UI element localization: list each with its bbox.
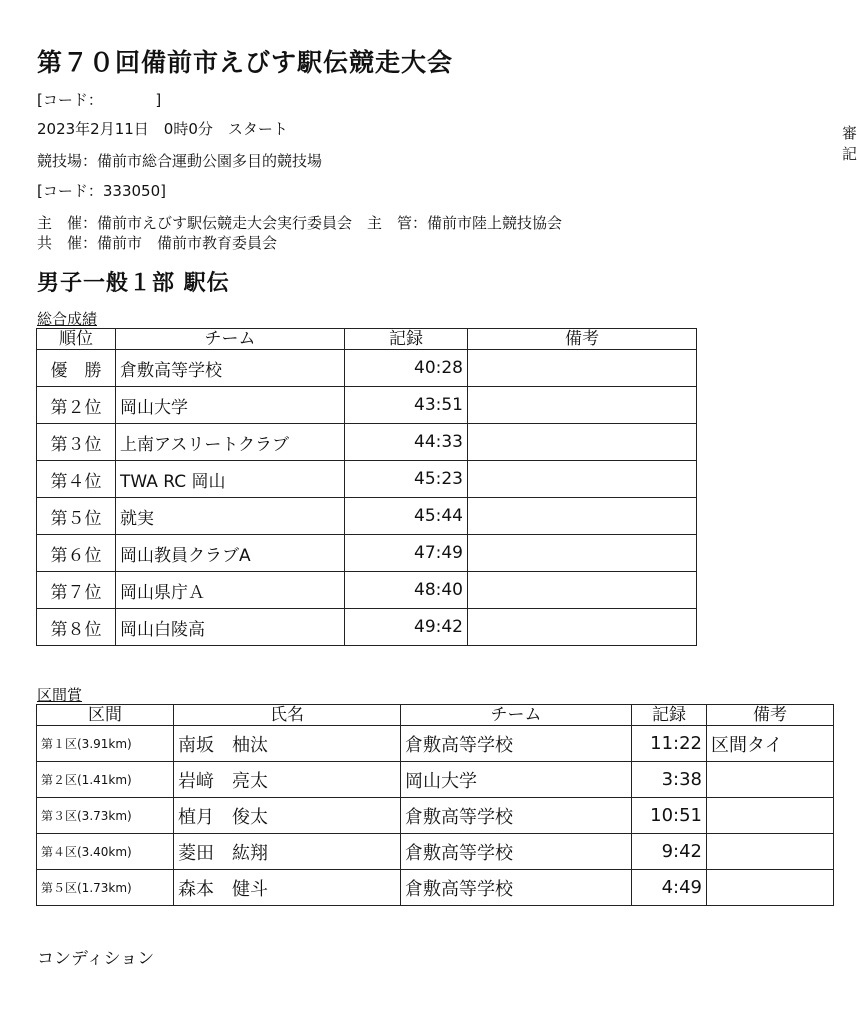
code-line-1: [コード： ] bbox=[37, 91, 162, 109]
table-row bbox=[37, 870, 834, 906]
header-name: 氏名 bbox=[174, 705, 401, 726]
note-cell bbox=[707, 870, 834, 906]
table-header-row bbox=[37, 329, 697, 350]
header-section: 区間 bbox=[37, 705, 174, 726]
rank-cell: 第５位 bbox=[37, 498, 116, 535]
team-cell: 倉敷高等学校 bbox=[401, 870, 632, 906]
table-header-row bbox=[37, 705, 834, 726]
condition-label: コンディション bbox=[37, 949, 155, 969]
section-cell: 第４区(3.40km) bbox=[37, 834, 174, 870]
header-team: チーム bbox=[116, 329, 345, 350]
section-cell: 第５区(1.73km) bbox=[37, 870, 174, 906]
note-cell: 区間タイ bbox=[707, 726, 834, 762]
team-cell: 就実 bbox=[116, 498, 345, 535]
header-note: 備考 bbox=[707, 705, 834, 726]
table-row bbox=[37, 726, 834, 762]
team-cell: 倉敷高等学校 bbox=[116, 350, 345, 387]
team-cell: 岡山大学 bbox=[401, 762, 632, 798]
note-cell bbox=[468, 535, 697, 572]
section-cell: 第３区(3.73km) bbox=[37, 798, 174, 834]
cosponsor: 共 催：備前市 備前市教育委員会 bbox=[37, 234, 278, 252]
header-note: 備考 bbox=[468, 329, 697, 350]
name-cell: 南坂 柚汰 bbox=[174, 726, 401, 762]
edge-text-1: 審 bbox=[842, 124, 857, 142]
event-title: 男子一般１部 駅伝 bbox=[37, 271, 230, 296]
team-cell: 岡山大学 bbox=[116, 387, 345, 424]
table-row bbox=[37, 350, 697, 387]
name-cell: 植月 俊太 bbox=[174, 798, 401, 834]
note-cell bbox=[468, 424, 697, 461]
time-cell: 43:51 bbox=[345, 387, 468, 424]
time-cell: 11:22 bbox=[632, 726, 707, 762]
edge-text-2: 記 bbox=[842, 145, 857, 163]
note-cell bbox=[468, 350, 697, 387]
time-cell: 10:51 bbox=[632, 798, 707, 834]
overall-results-table bbox=[36, 328, 697, 646]
note-cell bbox=[468, 461, 697, 498]
table-row bbox=[37, 387, 697, 424]
team-cell: 岡山教員クラブA bbox=[116, 535, 345, 572]
team-cell: 岡山白陵高 bbox=[116, 609, 345, 646]
note-cell bbox=[707, 798, 834, 834]
time-cell: 45:44 bbox=[345, 498, 468, 535]
time-cell: 47:49 bbox=[345, 535, 468, 572]
note-cell bbox=[707, 762, 834, 798]
section-cell: 第１区(3.91km) bbox=[37, 726, 174, 762]
time-cell: 3:38 bbox=[632, 762, 707, 798]
table-row bbox=[37, 609, 697, 646]
time-cell: 44:33 bbox=[345, 424, 468, 461]
name-cell: 森本 健斗 bbox=[174, 870, 401, 906]
rank-cell: 第６位 bbox=[37, 535, 116, 572]
rank-cell: 優 勝 bbox=[37, 350, 116, 387]
time-cell: 9:42 bbox=[632, 834, 707, 870]
start-datetime: 2023年2月11日 0時0分 スタート bbox=[37, 120, 288, 138]
team-cell: 倉敷高等学校 bbox=[401, 726, 632, 762]
team-cell: 上南アスリートクラブ bbox=[116, 424, 345, 461]
overall-caption: 総合成績 bbox=[37, 310, 98, 328]
header-rank: 順位 bbox=[37, 329, 116, 350]
time-cell: 40:28 bbox=[345, 350, 468, 387]
time-cell: 49:42 bbox=[345, 609, 468, 646]
note-cell bbox=[468, 572, 697, 609]
header-team: チーム bbox=[401, 705, 632, 726]
header-time: 記録 bbox=[632, 705, 707, 726]
table-row bbox=[37, 834, 834, 870]
team-cell: 倉敷高等学校 bbox=[401, 834, 632, 870]
time-cell: 4:49 bbox=[632, 870, 707, 906]
table-row bbox=[37, 762, 834, 798]
organizer: 主 催：備前市えびす駅伝競走大会実行委員会 主 管：備前市陸上競技協会 bbox=[37, 214, 563, 232]
section-awards-table bbox=[36, 704, 834, 906]
section-awards-caption: 区間賞 bbox=[37, 686, 83, 704]
table-row bbox=[37, 424, 697, 461]
note-cell bbox=[468, 498, 697, 535]
time-cell: 45:23 bbox=[345, 461, 468, 498]
name-cell: 菱田 紘翔 bbox=[174, 834, 401, 870]
page-title: 第７０回備前市えびす駅伝競走大会 bbox=[37, 48, 454, 77]
rank-cell: 第３位 bbox=[37, 424, 116, 461]
rank-cell: 第８位 bbox=[37, 609, 116, 646]
rank-cell: 第４位 bbox=[37, 461, 116, 498]
team-cell: TWA RC 岡山 bbox=[116, 461, 345, 498]
team-cell: 岡山県庁Ａ bbox=[116, 572, 345, 609]
table-row bbox=[37, 498, 697, 535]
note-cell bbox=[468, 387, 697, 424]
table-row bbox=[37, 572, 697, 609]
name-cell: 岩﨑 亮太 bbox=[174, 762, 401, 798]
time-cell: 48:40 bbox=[345, 572, 468, 609]
table-row bbox=[37, 798, 834, 834]
rank-cell: 第７位 bbox=[37, 572, 116, 609]
venue: 競技場：備前市総合運動公園多目的競技場 bbox=[37, 152, 323, 170]
code-line-2: [コード：333050] bbox=[37, 182, 166, 200]
team-cell: 倉敷高等学校 bbox=[401, 798, 632, 834]
note-cell bbox=[707, 834, 834, 870]
section-cell: 第２区(1.41km) bbox=[37, 762, 174, 798]
note-cell bbox=[468, 609, 697, 646]
header-time: 記録 bbox=[345, 329, 468, 350]
table-row bbox=[37, 461, 697, 498]
table-row bbox=[37, 535, 697, 572]
rank-cell: 第２位 bbox=[37, 387, 116, 424]
